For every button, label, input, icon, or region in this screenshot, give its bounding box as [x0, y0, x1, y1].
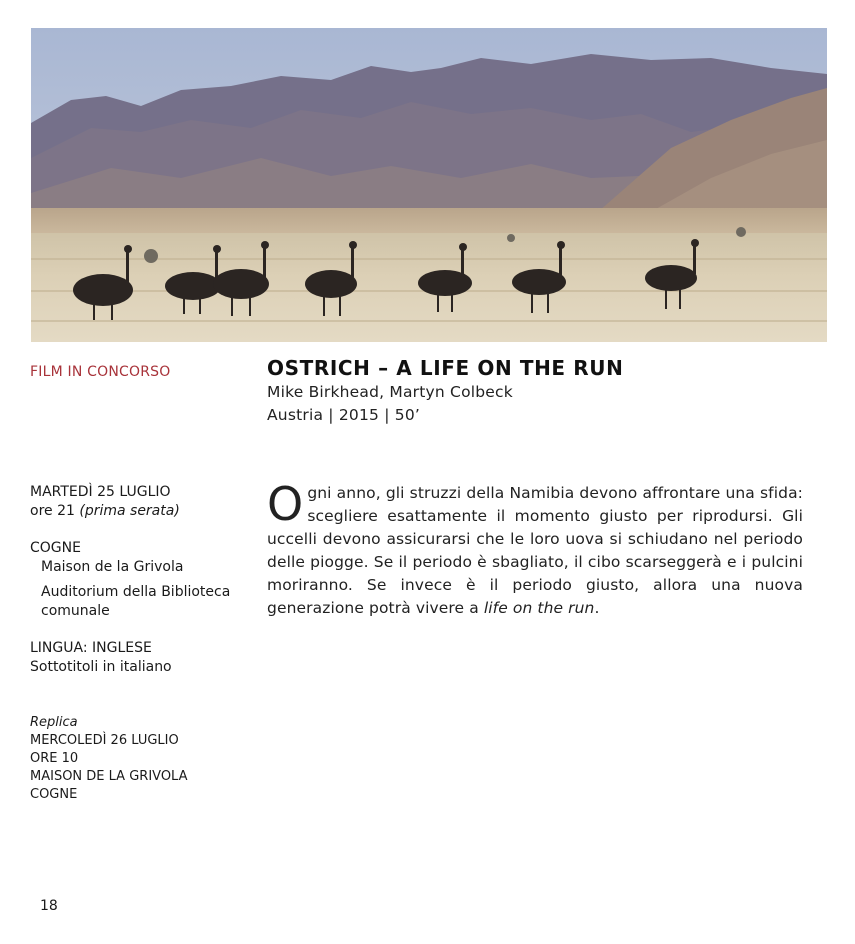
ostriches-savanna-photo	[31, 28, 827, 342]
synopsis-emphasis: life on the run	[483, 599, 595, 617]
replica-town: COGNE	[30, 787, 78, 802]
screening-date-block	[30, 483, 180, 521]
film-meta: Austria | 2015 | 50’	[267, 406, 421, 424]
film-title: OSTRICH – A LIFE ON THE RUN	[267, 356, 624, 380]
section-label: FILM IN CONCORSO	[30, 364, 171, 380]
replica-date: MERCOLEDÌ 26 LUGLIO	[30, 733, 179, 748]
screening-venue-2-line1: Auditorium della Biblioteca	[41, 584, 231, 600]
replica-time: ORE 10	[30, 751, 79, 766]
film-directors: Mike Birkhead, Martyn Colbeck	[267, 383, 513, 401]
synopsis-text: gni anno, gli struzzi della Namibia devono affrontare una sfida: scegliere esattamente il momento giusto per riprodursi. Gli uccelli devono assicurarsi che le loro uova si schiudano nel periodo delle piogge. Se il periodo è sbagliato, il cibo scarseggerà e i pulcini moriranno. Se invece è il periodo giusto, allora una nuova generazione potrà vivere a	[267, 484, 803, 617]
synopsis-end: .	[594, 599, 600, 617]
page-number: 18	[40, 898, 58, 914]
synopsis-paragraph	[267, 477, 803, 620]
synopsis-dropcap: O	[267, 477, 304, 531]
subtitles: Sottotitoli in italiano	[30, 659, 172, 675]
film-still-photo	[31, 28, 827, 342]
screening-town: COGNE	[30, 540, 81, 556]
replica-label: Replica	[30, 715, 78, 730]
screening-time-note: (prima serata)	[79, 503, 180, 519]
screening-date: MARTEDÌ 25 LUGLIO	[30, 484, 171, 500]
screening-venue-block	[30, 539, 230, 621]
language-block	[30, 639, 172, 677]
screening-venue-1: Maison de la Grivola	[41, 559, 184, 575]
replica-venue: MAISON DE LA GRIVOLA	[30, 769, 188, 784]
screening-venue-2-line2: comunale	[41, 603, 110, 619]
replica-block	[30, 714, 187, 804]
screening-time: ore 21	[30, 503, 75, 519]
language: LINGUA: INGLESE	[30, 640, 152, 656]
screening-time-line	[30, 502, 180, 521]
